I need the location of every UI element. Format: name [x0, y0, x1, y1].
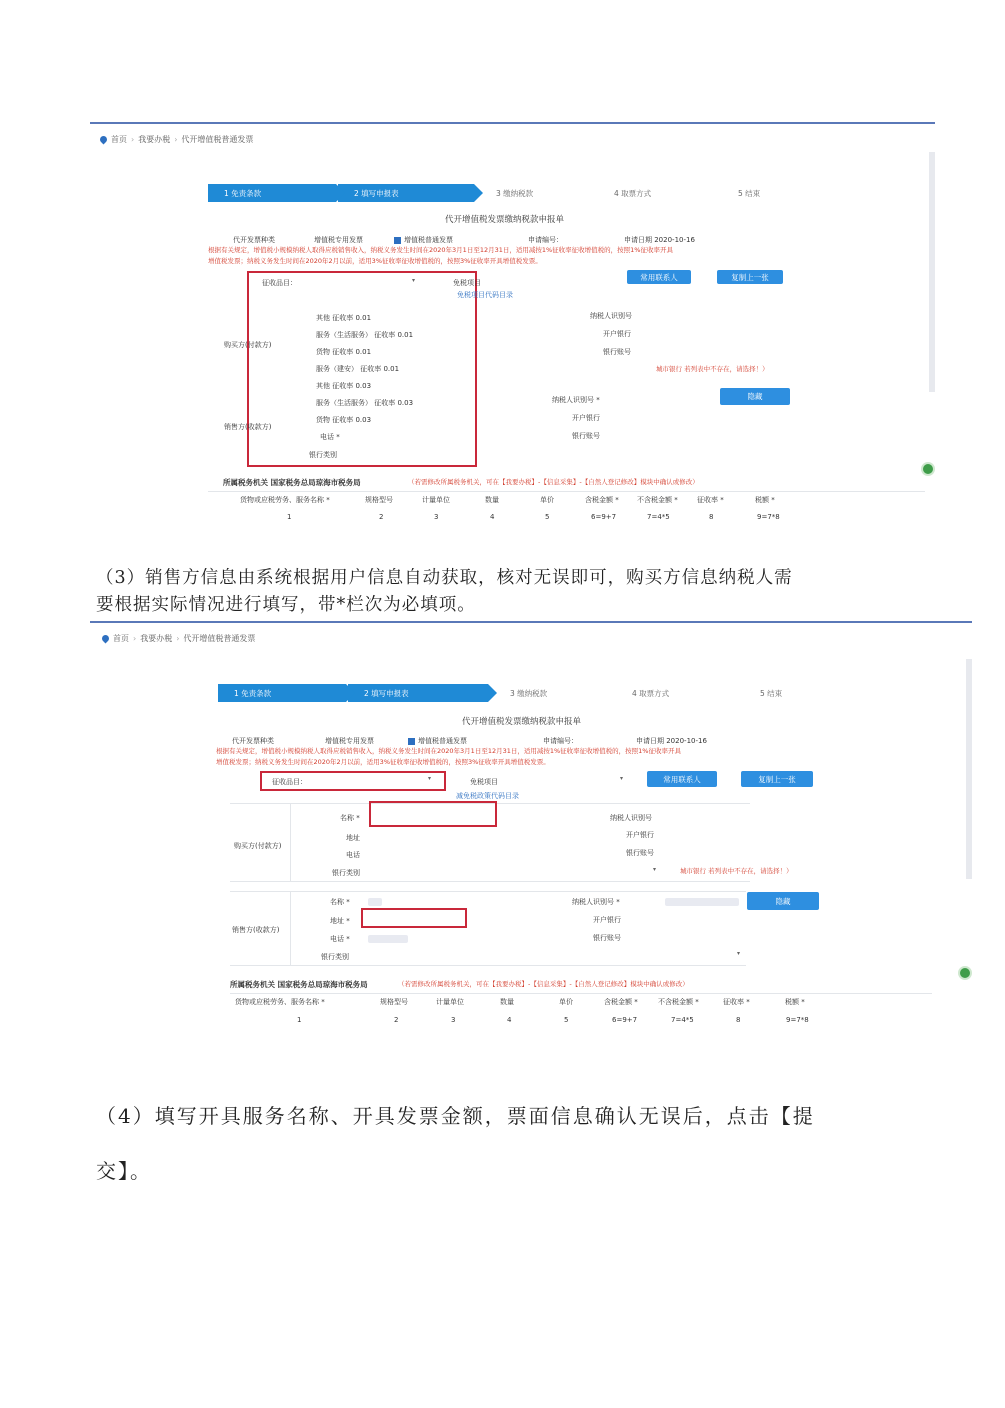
seller-bank-label: 开户银行 [572, 414, 600, 422]
chevron-down-icon[interactable]: ▾ [412, 277, 416, 284]
column-header: 不含税金额 * [658, 998, 699, 1006]
seller-address-input[interactable] [361, 908, 467, 928]
location-pin-icon [99, 135, 109, 145]
apply-date: 申请日期 2020-10-16 [636, 737, 707, 745]
breadcrumb-tax[interactable]: 我要办税 [140, 634, 173, 643]
seller-section-top [230, 891, 746, 892]
column-header: 货物或应税劳务、服务名称 * [240, 496, 330, 504]
seller-address-label: 地址 * [330, 917, 350, 925]
location-pin-icon [101, 634, 111, 644]
breadcrumb-home[interactable]: 首页 [113, 634, 129, 643]
column-index: 2 [394, 1016, 399, 1024]
dropdown-option[interactable]: 服务（生活服务） 征收率 0.01 [316, 331, 414, 339]
step-3-instruction-line-2: 要根据实际情况进行填写，带*栏次为必填项。 [96, 595, 476, 615]
screenshot-2 [90, 621, 972, 1026]
buyer-label: 购买方(付款方) [234, 842, 282, 850]
normal-invoice-label: 增值税普通发票 [404, 236, 453, 244]
breadcrumb-current: 代开增值税普通发票 [181, 135, 254, 144]
tax-office-hint: （若需修改所属税务机关，可在【我要办税】-【信息采集】-【自然人登记修改】模块中确认或修改） [408, 478, 699, 486]
seller-taxpayer-id-label: 纳税人识别号 * [572, 898, 620, 906]
float-service-icon[interactable] [921, 462, 935, 476]
seller-section-divider [290, 891, 291, 965]
dropdown-option[interactable]: 服务（生活服务） 征收率 0.03 [316, 399, 414, 407]
special-invoice-option[interactable]: 增值税专用发票 [325, 737, 374, 745]
column-index: 5 [545, 513, 550, 521]
chevron-down-icon[interactable]: ▾ [620, 775, 624, 782]
step-1: 1 免责条款 [208, 184, 336, 202]
normal-invoice-option[interactable] [394, 235, 453, 245]
breadcrumb-separator: › [176, 634, 180, 643]
common-contacts-button[interactable]: 常用联系人 [647, 771, 717, 787]
breadcrumb [102, 633, 255, 644]
chevron-down-icon[interactable]: ▾ [653, 866, 657, 873]
tax-office-label: 所属税务机关 国家税务总局琼海市税务局 [223, 478, 361, 487]
step-1: 1 免责条款 [218, 684, 346, 702]
column-header: 计量单位 [436, 998, 464, 1006]
copy-last-button[interactable]: 复制上一张 [741, 771, 813, 787]
column-index: 3 [451, 1016, 456, 1024]
taxpayer-id-label: 纳税人识别号 [590, 312, 632, 320]
normal-invoice-option[interactable] [408, 736, 467, 746]
exempt-label: 免税项目 [470, 778, 498, 786]
buyer-name-input[interactable] [369, 801, 497, 827]
column-index: 7=4*5 [671, 1016, 694, 1024]
seller-phone-value [368, 935, 408, 943]
hide-button[interactable]: 隐藏 [747, 892, 819, 910]
column-header: 单价 [540, 496, 554, 504]
step-3: 3 缴纳税款 [496, 188, 534, 198]
buyer-address-label: 地址 [346, 834, 360, 842]
bank-missing-hint: 城市银行 若列表中不存在，请选择！） [656, 365, 769, 373]
dropdown-option[interactable]: 其他 征收率 0.03 [316, 382, 372, 390]
notice-line-2: 增值税发票；纳税义务发生时间在2020年2月以前，适用3%征收率征收增值税的，按照3%征收率开具增值税发票。 [208, 257, 542, 265]
column-index: 2 [379, 513, 384, 521]
bank-type-label: 银行类别 [309, 451, 337, 459]
checkbox-checked-icon[interactable] [394, 237, 401, 244]
chevron-down-icon[interactable]: ▾ [428, 775, 432, 782]
column-header: 征收率 * [697, 496, 724, 504]
scrollbar[interactable] [929, 152, 935, 392]
step-4-instruction-line-2: 交】。 [96, 1159, 152, 1183]
step-3: 3 缴纳税款 [510, 688, 548, 698]
seller-section-bottom [230, 965, 746, 966]
step-2: 2 填写申报表 [338, 184, 474, 202]
account-label: 银行账号 [603, 348, 631, 356]
buyer-name-label: 名称 * [340, 814, 360, 822]
bank-missing-hint: 城市银行 若列表中不存在，请选择！） [680, 867, 793, 875]
buyer-taxpayer-id-label: 纳税人识别号 [610, 814, 652, 822]
column-index: 6=9+7 [612, 1016, 638, 1024]
form-title: 代开增值税发票缴纳税款申报单 [445, 215, 565, 225]
notice-line-1: 根据有关规定，增值税小规模纳税人取得应税销售收入，纳税义务发生时间在2020年3月1日至12月31日，适用减按1%征收率征收增值税的，按照1%征收率开具 [208, 246, 673, 254]
scrollbar[interactable] [966, 659, 972, 879]
apply-no-label: 申请编号： [528, 236, 563, 244]
chevron-down-icon[interactable]: ▾ [737, 950, 741, 957]
buyer-label: 购买方(付款方) [224, 341, 272, 349]
buyer-account-label: 银行账号 [626, 849, 654, 857]
header-rule [90, 621, 972, 623]
seller-account-label: 银行账号 [593, 934, 621, 942]
exempt-code-link[interactable]: 减免税政策代码目录 [456, 792, 519, 800]
buyer-bank-type-label: 银行类别 [332, 869, 360, 877]
seller-bank-label: 开户银行 [593, 916, 621, 924]
breadcrumb-tax[interactable]: 我要办税 [138, 135, 171, 144]
tax-item-label: 征收品目： [262, 279, 297, 287]
column-index: 4 [490, 513, 495, 521]
step-4: 4 取票方式 [614, 188, 652, 198]
breadcrumb-home[interactable]: 首页 [111, 135, 127, 144]
header-rule [90, 122, 935, 124]
table-header-rule [230, 993, 932, 994]
apply-no-label: 申请编号： [543, 737, 578, 745]
tax-item-label: 征收品目： [272, 778, 307, 786]
common-contacts-button[interactable]: 常用联系人 [627, 270, 691, 284]
column-index: 1 [297, 1016, 302, 1024]
float-service-icon[interactable] [958, 966, 972, 980]
column-header: 规格型号 [380, 998, 408, 1006]
seller-phone-label: 电话 * [330, 935, 350, 943]
column-index: 9=7*8 [786, 1016, 809, 1024]
invoice-type-label: 代开发票种类 [232, 737, 274, 745]
progress-steps [208, 184, 802, 202]
seller-name-value [368, 898, 382, 906]
invoice-type-label: 代开发票种类 [233, 236, 275, 244]
column-index: 8 [709, 513, 714, 521]
breadcrumb [100, 134, 253, 145]
column-header: 含税金额 * [604, 998, 638, 1006]
column-index: 1 [287, 513, 292, 521]
dropdown-option[interactable]: 服务（建安） 征收率 0.01 [316, 365, 400, 373]
column-index: 4 [507, 1016, 512, 1024]
breadcrumb-separator: › [133, 634, 137, 643]
tax-office-hint: （若需修改所属税务机关，可在【我要办税】-【信息采集】-【自然人登记修改】模块中确认或修改） [398, 980, 689, 988]
column-header: 数量 [500, 998, 514, 1006]
buyer-section-divider [290, 803, 291, 881]
column-index: 8 [736, 1016, 741, 1024]
seller-account-label: 银行账号 [572, 432, 600, 440]
seller-taxpayer-id-label: 纳税人识别号 * [552, 396, 600, 404]
notice-line-1: 根据有关规定，增值税小规模纳税人取得应税销售收入，纳税义务发生时间在2020年3月1日至12月31日，适用减按1%征收率征收增值税的，按照1%征收率开具 [216, 747, 681, 755]
column-header: 数量 [485, 496, 499, 504]
exempt-code-link[interactable]: 免税项目代码目录 [457, 291, 513, 299]
breadcrumb-current: 代开增值税普通发票 [183, 634, 256, 643]
column-index: 7=4*5 [647, 513, 670, 521]
phone-label: 电话 * [320, 433, 340, 441]
column-header: 征收率 * [723, 998, 750, 1006]
seller-label: 销售方(收款方) [232, 926, 280, 934]
seller-label: 销售方(收款方) [224, 423, 272, 431]
step-4-instruction-line-1: （4）填写开具服务名称、开具发票金额，票面信息确认无误后，点击【提 [96, 1104, 815, 1128]
column-index: 5 [564, 1016, 569, 1024]
buyer-bank-label: 开户银行 [626, 831, 654, 839]
notice-line-2: 增值税发票；纳税义务发生时间在2020年2月以前，适用3%征收率征收增值税的，按照3%征收率开具增值税发票。 [216, 758, 550, 766]
column-header: 不含税金额 * [637, 496, 678, 504]
step-3-instruction-line-1: （3）销售方信息由系统根据用户信息自动获取，核对无误即可，购买方信息纳税人需 [96, 568, 793, 588]
column-header: 税额 * [755, 496, 775, 504]
screenshot-1 [90, 122, 935, 522]
copy-last-button[interactable]: 复制上一张 [717, 270, 783, 284]
dropdown-option[interactable]: 货物 征收率 0.01 [316, 348, 372, 356]
seller-name-label: 名称 * [330, 898, 350, 906]
column-header: 规格型号 [365, 496, 393, 504]
column-index: 3 [434, 513, 439, 521]
table-header-rule [208, 491, 925, 492]
exempt-label: 免税项目 [453, 279, 481, 287]
hide-button[interactable]: 隐藏 [720, 388, 790, 405]
step-5: 5 结束 [738, 188, 761, 198]
column-index: 9=7*8 [757, 513, 780, 521]
column-index: 6=9+7 [591, 513, 617, 521]
normal-invoice-label: 增值税普通发票 [418, 737, 467, 745]
column-header: 货物或应税劳务、服务名称 * [235, 998, 325, 1006]
step-4: 4 取票方式 [632, 688, 670, 698]
progress-steps [218, 684, 824, 702]
form-title: 代开增值税发票缴纳税款申报单 [462, 717, 582, 727]
column-header: 计量单位 [422, 496, 450, 504]
step-5: 5 结束 [760, 688, 783, 698]
column-header: 含税金额 * [585, 496, 619, 504]
special-invoice-option[interactable]: 增值税专用发票 [314, 236, 363, 244]
breadcrumb-separator: › [131, 135, 135, 144]
tax-office-label: 所属税务机关 国家税务总局琼海市税务局 [230, 980, 368, 989]
buyer-section-bottom [230, 881, 750, 882]
column-header: 税额 * [785, 998, 805, 1006]
seller-bank-type-label: 银行类别 [321, 953, 349, 961]
bank-label: 开户银行 [603, 330, 631, 338]
breadcrumb-separator: › [174, 135, 178, 144]
apply-date: 申请日期 2020-10-16 [624, 236, 695, 244]
checkbox-checked-icon[interactable] [408, 738, 415, 745]
dropdown-option[interactable]: 货物 征收率 0.03 [316, 416, 372, 424]
buyer-phone-label: 电话 [346, 851, 360, 859]
column-header: 单价 [559, 998, 573, 1006]
dropdown-option[interactable]: 其他 征收率 0.01 [316, 314, 372, 322]
seller-taxpayer-id-value [665, 898, 739, 906]
step-2: 2 填写申报表 [348, 684, 488, 702]
